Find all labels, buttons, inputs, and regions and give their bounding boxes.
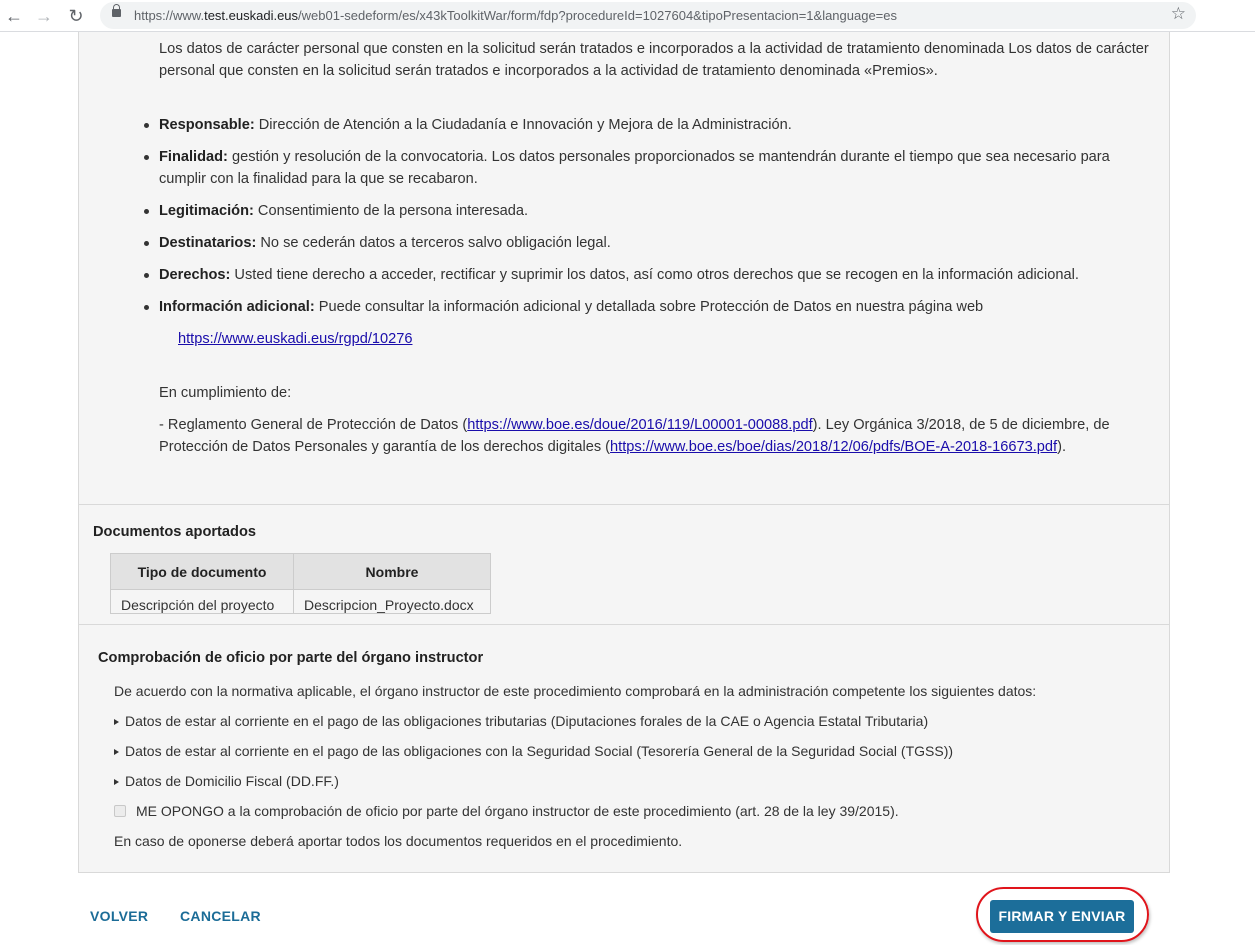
table-row <box>111 590 491 614</box>
column-header: Tipo de documento <box>111 554 294 590</box>
list-item: Datos de Domicilio Fiscal (DD.FF.) <box>114 773 339 789</box>
oppose-checkbox[interactable] <box>114 805 126 817</box>
privacy-item-info-adicional: Información adicional: Puede consultar la información adicional y detallada sobre Protección de Datos en nuestra página web <box>159 296 1159 318</box>
privacy-list <box>159 114 1159 328</box>
rgpd-regulation-link[interactable]: https://www.boe.es/doue/2016/119/L00001-00088.pdf <box>467 417 813 433</box>
browser-toolbar <box>0 0 1255 32</box>
privacy-item-derechos: Derechos: Usted tiene derecho a acceder, rectificar y suprimir los datos, así como otros derechos que se recogen en la información adicional. <box>159 264 1159 286</box>
verification-intro: De acuerdo con la normativa aplicable, el órgano instructor de este procedimiento comprobará en la administración competente los siguientes datos: <box>114 683 1037 699</box>
lock-icon <box>112 9 121 17</box>
boe-law-link[interactable]: https://www.boe.es/boe/dias/2018/12/06/pdfs/BOE-A-2018-16673.pdf <box>610 439 1058 455</box>
opposition-note: En caso de oponerse deberá aportar todos los documentos requeridos en el procedimiento. <box>114 833 683 849</box>
document-name-cell: Descripcion_Proyecto.docx <box>294 590 491 614</box>
document-type-cell: Descripción del proyecto <box>111 590 294 614</box>
rgpd-link[interactable]: https://www.euskadi.eus/rgpd/10276 <box>178 331 413 347</box>
back-arrow-icon[interactable]: ← <box>5 6 23 26</box>
bookmark-star-icon[interactable]: ☆ <box>1170 4 1186 23</box>
privacy-item-legitimacion: Legitimación: Consentimiento de la persona interesada. <box>159 200 1159 222</box>
bullet-triangle-icon <box>114 719 119 725</box>
verification-title: Comprobación de oficio por parte del órgano instructor <box>98 650 484 666</box>
documents-title: Documentos aportados <box>93 524 256 540</box>
list-item: Datos de estar al corriente en el pago de las obligaciones tributarias (Diputaciones forales de la CAE o Agencia Estatal Tributaria) <box>114 713 928 729</box>
privacy-item-finalidad: Finalidad: gestión y resolución de la convocatoria. Los datos personales proporcionados se mantendrán durante el tiempo que sea necesario para cumplir con la finalidad para la que se recabaron. <box>159 146 1159 190</box>
documents-table-header <box>111 554 491 590</box>
reload-icon[interactable]: ↻ <box>68 6 84 26</box>
privacy-item-destinatarios: Destinatarios: No se cederán datos a terceros salvo obligación legal. <box>159 232 1159 254</box>
sign-and-send-button[interactable]: FIRMAR Y ENVIAR <box>990 900 1134 933</box>
compliance-text: - Reglamento General de Protección de Datos (https://www.boe.es/doue/2016/119/L00001-00088.pdf). Ley Orgánica 3/2018, de 5 de diciembre, de Protección de Datos Personales y garantía de los derechos digitales (https://www.boe.es/boe/dias/2018/12/06/pdfs/BOE-A-2018-16673.pdf). <box>159 417 1110 455</box>
form-summary-panel <box>78 32 1170 873</box>
bullet-triangle-icon <box>114 749 119 755</box>
section-divider <box>79 624 1169 625</box>
cancel-button[interactable]: CANCELAR <box>180 908 261 924</box>
privacy-intro: Los datos de carácter personal que consten en la solicitud serán tratados e incorporados a la actividad de tratamiento denominada Los datos de carácter personal que consten en la solicitud serán tratados e incorporados a la actividad de tratamiento denominada «Premios». <box>159 41 1149 79</box>
url-text[interactable]: https://www.test.euskadi.eus/web01-sedeform/es/x43kToolkitWar/form/fdp?procedureId=1027604&tipoPresentacion=1&language=es <box>134 8 898 23</box>
back-button[interactable]: VOLVER <box>90 908 149 924</box>
bullet-triangle-icon <box>114 779 119 785</box>
compliance-title: En cumplimiento de: <box>159 385 292 401</box>
privacy-section <box>79 32 1169 504</box>
column-header: Nombre <box>294 554 491 590</box>
oppose-checkbox-row <box>114 803 899 819</box>
list-item: Datos de estar al corriente en el pago de las obligaciones con la Seguridad Social (Tesorería General de la Seguridad Social (TGSS)) <box>114 743 953 759</box>
address-bar[interactable] <box>100 2 1196 29</box>
section-divider <box>79 504 1169 505</box>
forward-arrow-icon[interactable]: → <box>35 6 53 26</box>
oppose-checkbox-label[interactable]: ME OPONGO a la comprobación de oficio por parte del órgano instructor de este procedimiento (art. 28 de la ley 39/2015). <box>136 803 899 819</box>
privacy-item-responsable: Responsable: Dirección de Atención a la Ciudadanía e Innovación y Mejora de la Administración. <box>159 114 1159 136</box>
documents-table <box>110 553 491 614</box>
